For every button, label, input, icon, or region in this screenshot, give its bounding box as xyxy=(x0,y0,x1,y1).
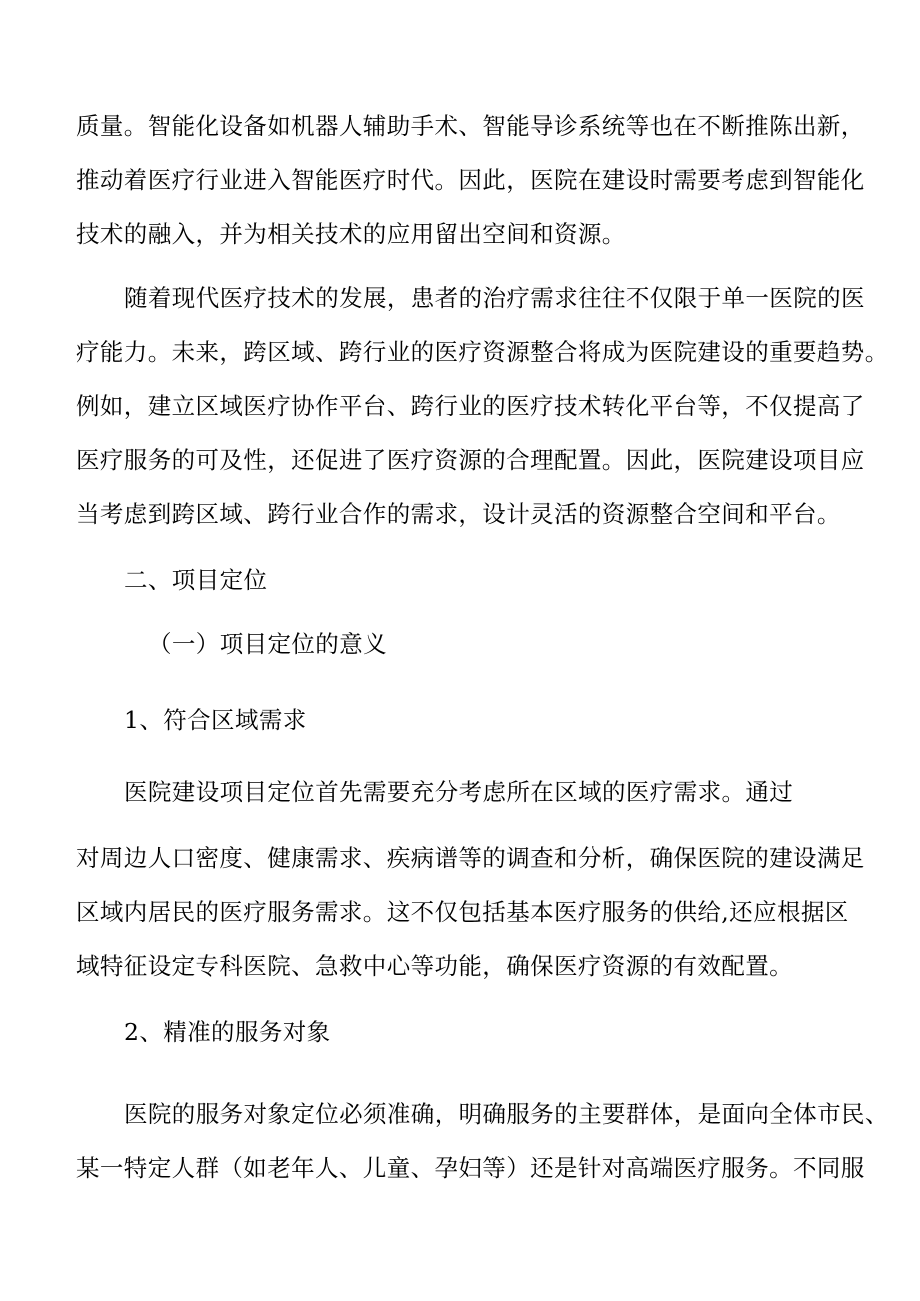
paragraph-line: 质量。智能化设备如机器人辅助手术、智能导诊系统等也在不断推陈出新， xyxy=(76,112,865,140)
subsection-heading: （一）项目定位的意义 xyxy=(148,630,387,658)
paragraph-line: 对周边人口密度、健康需求、疾病谱等的调查和分析，确保医院的建设满足 xyxy=(76,844,865,872)
paragraph-line: 医院建设项目定位首先需要充分考虑所在区域的医疗需求。通过 xyxy=(124,778,794,806)
paragraph-line: 某一特定人群（如老年人、儿童、孕妇等）还是针对高端医疗服务。不同服 xyxy=(76,1154,865,1182)
item-heading: 2、精准的服务对象 xyxy=(124,1018,331,1046)
paragraph-line: 例如，建立区域医疗协作平台、跨行业的医疗技术转化平台等，不仅提高了 xyxy=(76,392,865,420)
paragraph-line: 区域内居民的医疗服务需求。这不仅包括基本医疗服务的供给,还应根据区 xyxy=(76,898,849,926)
paragraph-line: 域特征设定专科医院、急救中心等功能，确保医疗资源的有效配置。 xyxy=(76,952,793,980)
paragraph-line: 疗能力。未来，跨区域、跨行业的医疗资源整合将成为医院建设的重要趋势。 xyxy=(76,338,889,366)
paragraph-line: 技术的融入，并为相关技术的应用留出空间和资源。 xyxy=(76,220,626,248)
paragraph-line: 当考虑到跨区域、跨行业合作的需求，设计灵活的资源整合空间和平台。 xyxy=(76,500,841,528)
section-heading: 二、项目定位 xyxy=(124,566,268,594)
paragraph-line: 随着现代医疗技术的发展，患者的治疗需求往往不仅限于单一医院的医 xyxy=(124,284,865,312)
paragraph-line: 医院的服务对象定位必须准确，明确服务的主要群体，是面向全体市民、 xyxy=(124,1100,889,1128)
paragraph-line: 医疗服务的可及性，还促进了医疗资源的合理配置。因此，医院建设项目应 xyxy=(76,446,865,474)
paragraph-line: 推动着医疗行业进入智能医疗时代。因此，医院在建设时需要考虑到智能化 xyxy=(76,166,865,194)
item-heading: 1、符合区域需求 xyxy=(124,706,307,734)
